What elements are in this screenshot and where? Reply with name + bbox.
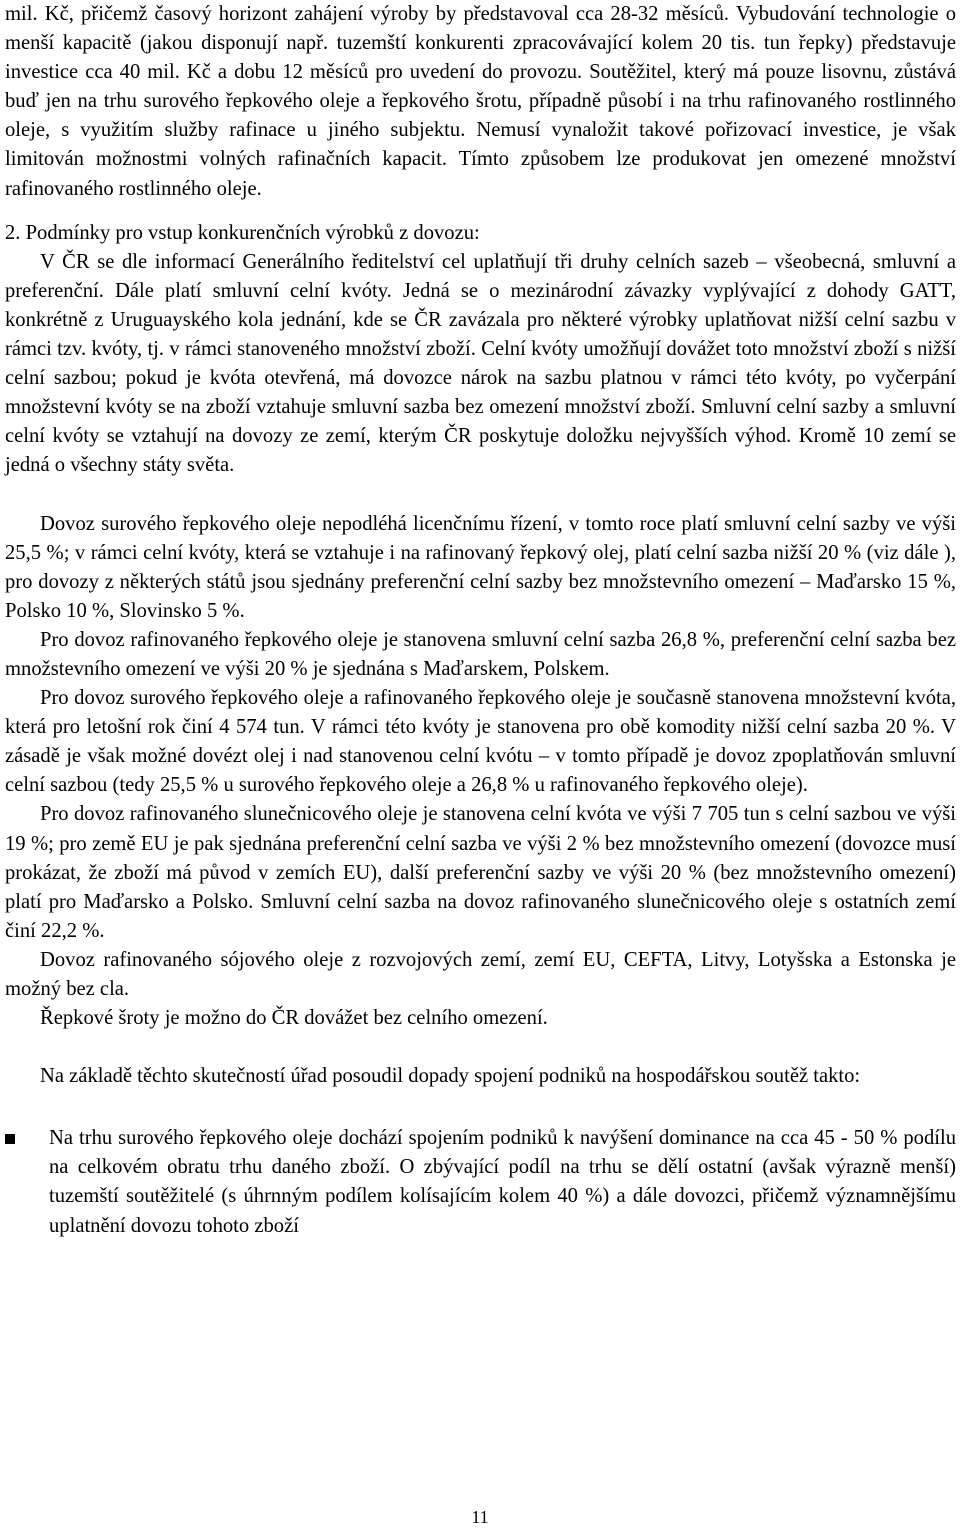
paragraph-refined-rapeseed-oil-import: Pro dovoz rafinovaného řepkového oleje je stanovena smluvní celní sazba 26,8 %, preferenční celní sazba bez množstevního omezení ve výši 20 % je sjednána s Maďarskem, Polskem. [5, 628, 956, 680]
bullet-list-item [5, 1124, 956, 1240]
paragraph-rapeseed-meal-import: Řepkové šroty je možno do ČR dovážet bez celního omezení. [40, 1007, 548, 1030]
paragraph-quantity-quota: Pro dovoz surového řepkového oleje a rafinovaného řepkového oleje je současně stanovena množstevní kvóta, která pro letošní rok činí 4 574 tun. V rámci této kvóty je stanovena pro obě komodity nižší celní sazba 20 %. V zásadě je však možné dovézt olej i nad stanovenou celní kvótu – v tomto případě je dovoz zpoplatňován smluvní celní sazbou (tedy 25,5 % u surového řepkového oleje a 26,8 % u rafinovaného řepkového oleje). [5, 687, 956, 797]
paragraph-assessment-intro: Na základě těchto skutečností úřad posoudil dopady spojení podniků na hospodářskou soutěž takto: [40, 1065, 861, 1088]
page-number: 11 [471, 1507, 489, 1527]
bullet-text-raw-oil-market: Na trhu surového řepkového oleje dochází spojením podniků k navýšení dominance na cca 45 - 50 % podílu na celkovém obratu trhu daného zboží. O zbývající podíl na trhu se dělí ostatní (avšak výrazně menší) tuzemští soutěžitelé (s úhrnným podílem kolísajícím kolem 40 %) a dále dovozci, přičemž významnějšímu uplatnění dovozu tohoto zboží [49, 1127, 956, 1237]
paragraph-raw-rapeseed-oil-import: Dovoz surového řepkového oleje nepodléhá licenčnímu řízení, v tomto roce platí smluvní celní sazby ve výši 25,5 %; v rámci celní kvóty, která se vztahuje i na rafinovaný řepkový olej, platí celní sazba nižší 20 % (viz dále ), pro dovozy z některých států jsou sjednány preferenční celní sazby bez množstevního omezení – Maďarsko 15 %, Polsko 10 %, Slovinsko 5 %. [5, 512, 956, 622]
paragraph-soybean-oil-import: Dovoz rafinovaného sójového oleje z rozvojových zemí, zemí EU, CEFTA, Litvy, Lotyšska a Estonska je možný bez cla. [5, 948, 956, 1000]
paragraph-production-capacity: mil. Kč, přičemž časový horizont zahájení výroby by představoval cca 28-32 měsíců. Vybudování technologie o menší kapacitě (jakou disponují např. tuzemští konkurenti zpracovávající kolem 20 tis. tun řepky) představuje investice cca 40 mil. Kč a dobu 12 měsíců pro uvedení do provozu. Soutěžitel, který má pouze lisovnu, zůstává buď jen na trhu surového řepkového oleje a řepkového šrotu, případně působí i na trhu rafinovaného rostlinného oleje, s využitím služby rafinace u jiného subjektu. Nemusí vynaložit takové pořizovací investice, je však limitován možnostmi volných rafinačních kapacit. Tímto způsobem lze produkovat jen omezené množství rafinovaného rostlinného oleje. [5, 3, 956, 200]
document-page [5, 0, 956, 1241]
paragraph-sunflower-oil-import: Pro dovoz rafinovaného slunečnicového oleje je stanovena celní kvóta ve výši 7 705 tun s celní sazbou ve výši 19 %; pro země EU je pak sjednána preferenční celní sazba ve výši 2 % bez množstevního omezení (dovozce musí prokázat, že zboží má původ v zemích EU), další preferenční sazby ve výši 20 % (bez množstevního omezení) platí pro Maďarsko a Polsko. Smluvní celní sazba na dovoz rafinovaného slunečnicového oleje s ostatních zemí činí 22,2 %. [5, 803, 956, 942]
square-bullet-icon [5, 1134, 15, 1144]
paragraph-customs-tariffs: V ČR se dle informací Generálního ředitelství cel uplatňují tři druhy celních sazeb – všeobecná, smluvní a preferenční. Dále platí smluvní celní kvóty. Jedná se o mezinárodní závazky vyplývající z dohody GATT, konkrétně z Uruguayského kola jednání, kde se ČR zavázala pro některé výrobky uplatňovat nižší celní sazbu v rámci tzv. kvóty, tj. v rámci stanoveného množství zboží. Celní kvóty umožňují dovážet toto množství zboží s nižší celní sazbou; pokud je kvóta otevřená, má dovozce nárok na sazbu platnou v rámci této kvóty, po vyčerpání množstevní kvóty se na zboží vztahuje smluvní sazba bez omezení množství zboží. Smluvní celní sazby a smluvní celní kvóty se vztahují na dovozy ze zemí, kterým ČR poskytuje doložku nejvyšších výhod. Kromě 10 zemí se jedná o všechny státy světa. [5, 250, 956, 477]
section-heading-import-conditions: 2. Podmínky pro vstup konkurenčních výrobků z dovozu: [5, 221, 480, 244]
